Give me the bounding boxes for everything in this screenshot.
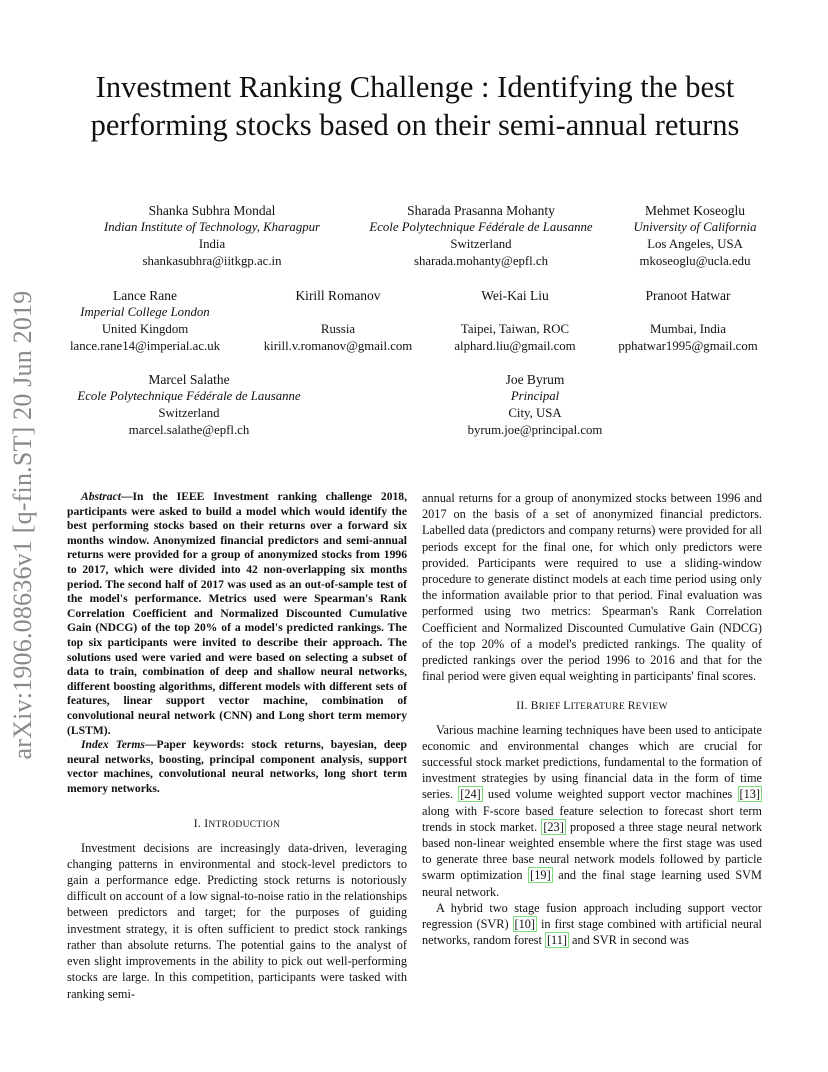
citation-link[interactable]: [24] xyxy=(460,787,481,802)
author-name: Wei-Kai Liu xyxy=(481,288,549,303)
section-number: II. B xyxy=(516,700,539,713)
section-title: NTRODUCTION xyxy=(208,820,281,831)
literature-paragraph-1: Various machine learning techniques have been used to anticipate economic and environmental changes which are crucial for successful stock market predictions, fundamental to the formation of investment strategies by using financial data in the form of time series. [24] used volume weighted support vector machines [13] along with F-score based feature selection to forecast short term trends in stock market. [23] proposed a three stage neural network based non-linear weighted ensemble where the first stage was used to generate three base neural network models followed by particle swarm optimization [19] and the final stage learning used SVM neural network. xyxy=(422,722,762,899)
author-location: Mumbai, India xyxy=(649,322,727,336)
author-name: Joe Byrum xyxy=(505,372,565,387)
author-affiliation: Indian Institute of Technology, Kharagpur xyxy=(103,220,321,234)
author-affiliation: University of California xyxy=(633,220,757,234)
arxiv-identifier: arXiv:1906.08636v1 [q-fin.ST] 20 Jun 2019 xyxy=(8,290,37,760)
author-block xyxy=(618,287,757,355)
author-name: Kirill Romanov xyxy=(295,288,381,303)
author-name: Mehmet Koseoglu xyxy=(644,203,746,218)
author-email: kirill.v.romanov@gmail.com xyxy=(263,339,413,353)
author-email: lance.rane14@imperial.ac.uk xyxy=(70,339,220,353)
author-email: sharada.mohanty@epfl.ch xyxy=(413,254,549,268)
section-heading-literature-review: II. BRIEF LITERATURE REVIEW xyxy=(516,700,668,713)
author-email: alphard.liu@gmail.com xyxy=(454,339,576,353)
author-block xyxy=(634,202,757,270)
author-email: byrum.joe@principal.com xyxy=(467,423,603,437)
introduction-continued-paragraph: annual returns for a group of anonymized stocks between 1996 and 2017 on the basis of a set of anonymized financial predictors. Labelled data (predictors and company returns) were provided for all periods except for the final one, for which only predictors were provided. Participants were required to use a sliding-window procedure to generate distinct models at each time period using only the information available prior to that period. Final evaluation was performed using two metrics: Spearman's Rank Correlation Coefficient and Normalized Discounted Cumulative Gain (NDCG) of the top 20% of a model's predicted rankings. The quality of predicted rankings over the period 1996 to 2016 and that for the final period were given equal weighting in participants' final scores. xyxy=(422,491,762,684)
author-affiliation xyxy=(454,304,575,321)
author-email: shankasubhra@iitkgp.ac.in xyxy=(142,254,282,268)
author-block xyxy=(70,287,220,355)
author-email: pphatwar1995@gmail.com xyxy=(618,339,758,353)
author-location: Taipei, Taiwan, ROC xyxy=(460,322,570,336)
author-location: Switzerland xyxy=(158,406,220,420)
author-block xyxy=(369,202,592,270)
author-name: Marcel Salathe xyxy=(148,372,230,387)
author-block xyxy=(104,202,320,270)
author-affiliation xyxy=(618,304,757,321)
citation-link[interactable]: [23] xyxy=(543,819,564,834)
abstract-text: —In the IEEE Investment ranking challenge 2018, participants were asked to build a model which would identify the best performing stocks based on their returns over a forward six months window. Anonymized financial predictors and semi-annual returns were provided for a group of anonymized stocks from 1996 to 2017, which were divided into 42 non-overlapping six months period. The second half of 2017 was used as an out-of-sample test of the model's performance. Metrics used were Spearman's Rank Correlation Coefficient and Normalized Discounted Cumulative Gain (NDCG) of the top 20% of a model's predicted rankings. The top six participants were invited to describe their approach. The solutions used were varied and were based on selecting a subset of data to train, combination of deep and shallow neural networks, different boosting algorithms, different models with different sets of features, linear support vector machine, combination of convolutional neural network (CNN) and Long short term memory (LSTM). xyxy=(67,490,407,737)
author-location: City, USA xyxy=(508,406,562,420)
abstract-lead: Abstract xyxy=(81,490,121,503)
citation-link[interactable]: [19] xyxy=(530,868,551,883)
author-email: marcel.salathe@epfl.ch xyxy=(128,423,250,437)
author-location: Los Angeles, USA xyxy=(647,237,743,251)
author-location: Switzerland xyxy=(450,237,512,251)
arxiv-sidebar xyxy=(2,290,44,760)
author-email: mkoseoglu@ucla.edu xyxy=(639,254,751,268)
author-affiliation: Principal xyxy=(510,389,560,403)
author-block xyxy=(264,287,413,355)
author-location: India xyxy=(198,237,226,251)
author-name: Lance Rane xyxy=(112,288,178,303)
section-heading-introduction xyxy=(67,816,407,833)
citation-link[interactable]: [11] xyxy=(546,933,567,948)
paper-title: Investment Ranking Challenge : Identifying the best performing stocks based on their semi-annual returns xyxy=(90,70,740,142)
author-block xyxy=(77,371,300,439)
citation-link[interactable]: [13] xyxy=(739,787,760,802)
author-affiliation: Ecole Polytechnique Fédérale de Lausanne xyxy=(369,220,593,234)
index-terms-text: —Paper keywords: stock returns, bayesian, deep neural networks, boosting, principal component analysis, support vector machines, convolutional neural networks, long short term memory networks. xyxy=(67,738,407,795)
index-terms xyxy=(67,738,407,796)
citation-link[interactable]: [10] xyxy=(514,917,536,932)
section-number: I. I xyxy=(193,818,209,831)
author-location: United Kingdom xyxy=(101,322,189,336)
right-column xyxy=(422,490,762,948)
author-block xyxy=(468,371,603,439)
author-affiliation xyxy=(264,304,413,321)
author-block xyxy=(454,287,575,355)
author-affiliation: Imperial College London xyxy=(80,305,210,319)
introduction-paragraph: Investment decisions are increasingly data-driven, leveraging changing patterns in environmental and stock-level predictors to gain a performance edge. Predicting stock returns is notoriously difficult on account of a low signal-to-noise ratio in the relationships between predictors and target; for the purposes of guiding investment strategy, it is often sufficient to predict stock rankings rather than absolute returns. The potential gains to the analyst of even slight improvements in the ability to pick out well-performing stocks are large. In this competition, participants were tasked with ranking semi- xyxy=(67,840,407,1001)
abstract xyxy=(67,490,407,738)
author-location: Russia xyxy=(320,322,356,336)
author-name: Pranoot Hatwar xyxy=(645,288,731,303)
left-column xyxy=(67,490,407,1002)
index-terms-lead: Index Terms xyxy=(81,738,145,752)
author-name: Shanka Subhra Mondal xyxy=(148,203,276,218)
literature-paragraph-2: A hybrid two stage fusion approach including support vector regression (SVR) [10] in first stage combined with artificial neural networks, random forest [11] and SVR in second was xyxy=(422,900,762,948)
author-name: Sharada Prasanna Mohanty xyxy=(407,203,555,218)
author-affiliation: Ecole Polytechnique Fédérale de Lausanne xyxy=(77,389,301,403)
